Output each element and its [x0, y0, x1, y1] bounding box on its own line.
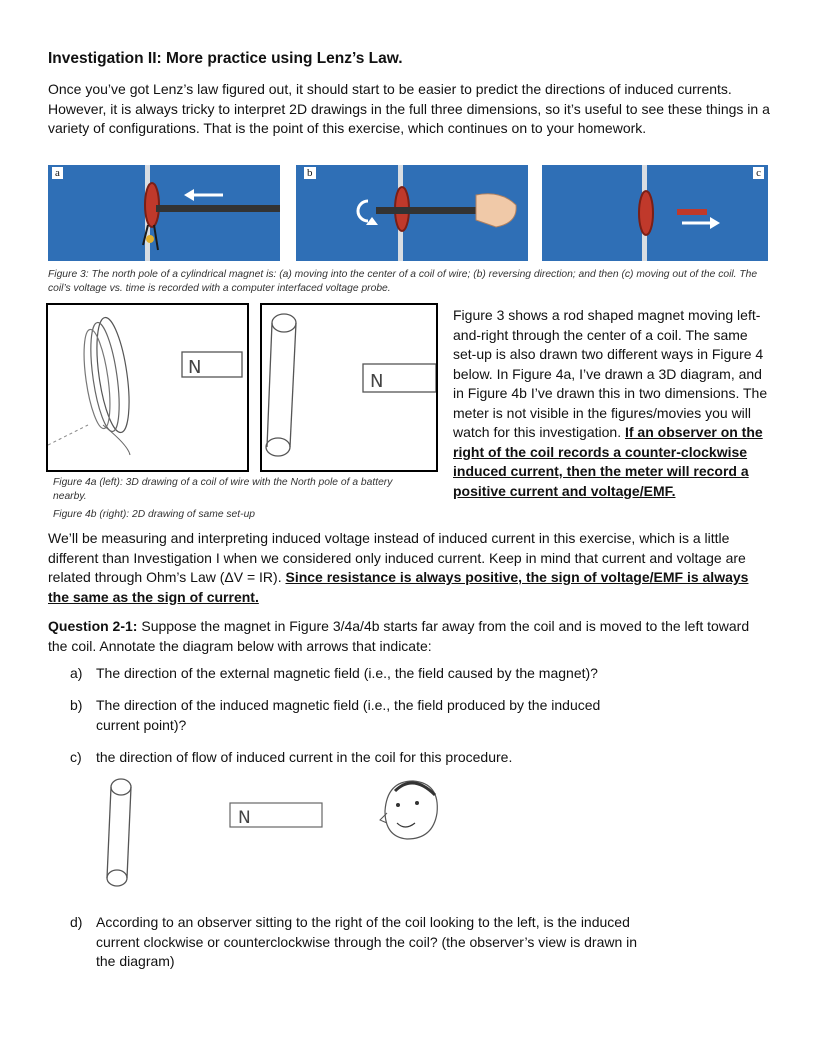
question-label: Question 2-1:: [48, 618, 138, 634]
voltage-paragraph: [48, 529, 770, 607]
figure3a-label: a: [52, 167, 63, 179]
question-item-b: [70, 696, 630, 736]
figure3b-label: b: [304, 167, 316, 179]
item-text: The direction of the external magnetic field (i.e., the field caused by the magnet)?: [96, 665, 598, 681]
figure4a-drawing: [46, 303, 249, 472]
figure3b-photo: [296, 165, 528, 261]
figure3-caption: Figure 3: The north pole of a cylindrical magnet is: (a) moving into the center of a coil of wire; (b) reversing direction; and then (c) moving out of the coil. The coil’s voltage vs. time is recorded with a computer interfaced voltage probe.: [48, 269, 758, 294]
page-title: Investigation II: More practice using Lenz’s Law.: [48, 50, 403, 67]
observer-face: [380, 781, 437, 839]
item-label: c): [70, 749, 82, 765]
intro-paragraph: Once you’ve got Lenz’s law figured out, it should start to be easier to predict the directions of induced currents. However, it is always tricky to interpret 2D drawings in the full three dimensions, so it’s useful to see these things in a variety of configurations. That is the point of this exercise, which continues on to your homework.: [48, 81, 770, 137]
figure4-description-text: Figure 3 shows a rod shaped magnet moving left-and-right through the center of a coil. The same set-up is also drawn two different ways in Figure 4 below. In Figure 4a, I’ve drawn a 3D diagram, and in Figure 4b I’ve drawn this in two dimensions. The meter is not visible in the figures/movies you will watch for this investigation.: [453, 307, 768, 440]
figure4-sign-convention: If an observer on the right of the coil records a counter-clockwise induced current, then the meter will record a positive current and voltage/EMF.: [453, 424, 763, 499]
item-label: a): [70, 665, 83, 681]
question-text: Suppose the magnet in Figure 3/4a/4b starts far away from the coil and is moved to the left toward the coil. Annotate the diagram below with arrows that indicate:: [48, 618, 750, 654]
question-item-d: [70, 913, 670, 973]
figure3a-photo: [48, 165, 280, 261]
item-text: According to an observer sitting to the right of the coil looking to the left, is the induced current clockwise or counterclockwise through the coil? (the observer’s view is drawn in the diagram): [96, 914, 638, 969]
figure3c-photo: [542, 165, 768, 261]
figure4b-magnet-n: N: [370, 371, 384, 392]
item-text: the direction of flow of induced current in the coil for this procedure.: [96, 749, 513, 765]
item-label: b): [70, 697, 83, 713]
voltage-sign-note: Since resistance is always positive, the sign of voltage/EMF is always the same as the sign of current.: [48, 569, 749, 605]
figure3c-label: c: [753, 167, 764, 179]
item-text: The direction of the induced magnetic field (i.e., the field produced by the induced current point)?: [96, 697, 601, 733]
figure4-description: [453, 306, 771, 501]
figure4b-caption: Figure 4b (right): 2D drawing of same set-up: [53, 509, 256, 520]
diagram-magnet-n: N: [238, 808, 251, 828]
figure4a-magnet-n: N: [188, 357, 202, 378]
question-item-a: [70, 664, 770, 684]
voltage-paragraph-text: We’ll be measuring and interpreting induced voltage instead of induced current in this exercise, which is a little different than Investigation I when we considered only induced current. Keep in mind that current and voltage are related through Ohm’s Law (ΔV = IR).: [48, 530, 746, 585]
question-2-1: [48, 617, 770, 656]
question-item-c: [70, 748, 770, 768]
item-label: d): [70, 914, 83, 930]
figure4a-caption: Figure 4a (left): 3D drawing of a coil of wire with the North pole of a battery nearby.: [53, 477, 393, 502]
annotation-diagram: [95, 773, 475, 898]
figure4b-drawing: [260, 303, 438, 472]
